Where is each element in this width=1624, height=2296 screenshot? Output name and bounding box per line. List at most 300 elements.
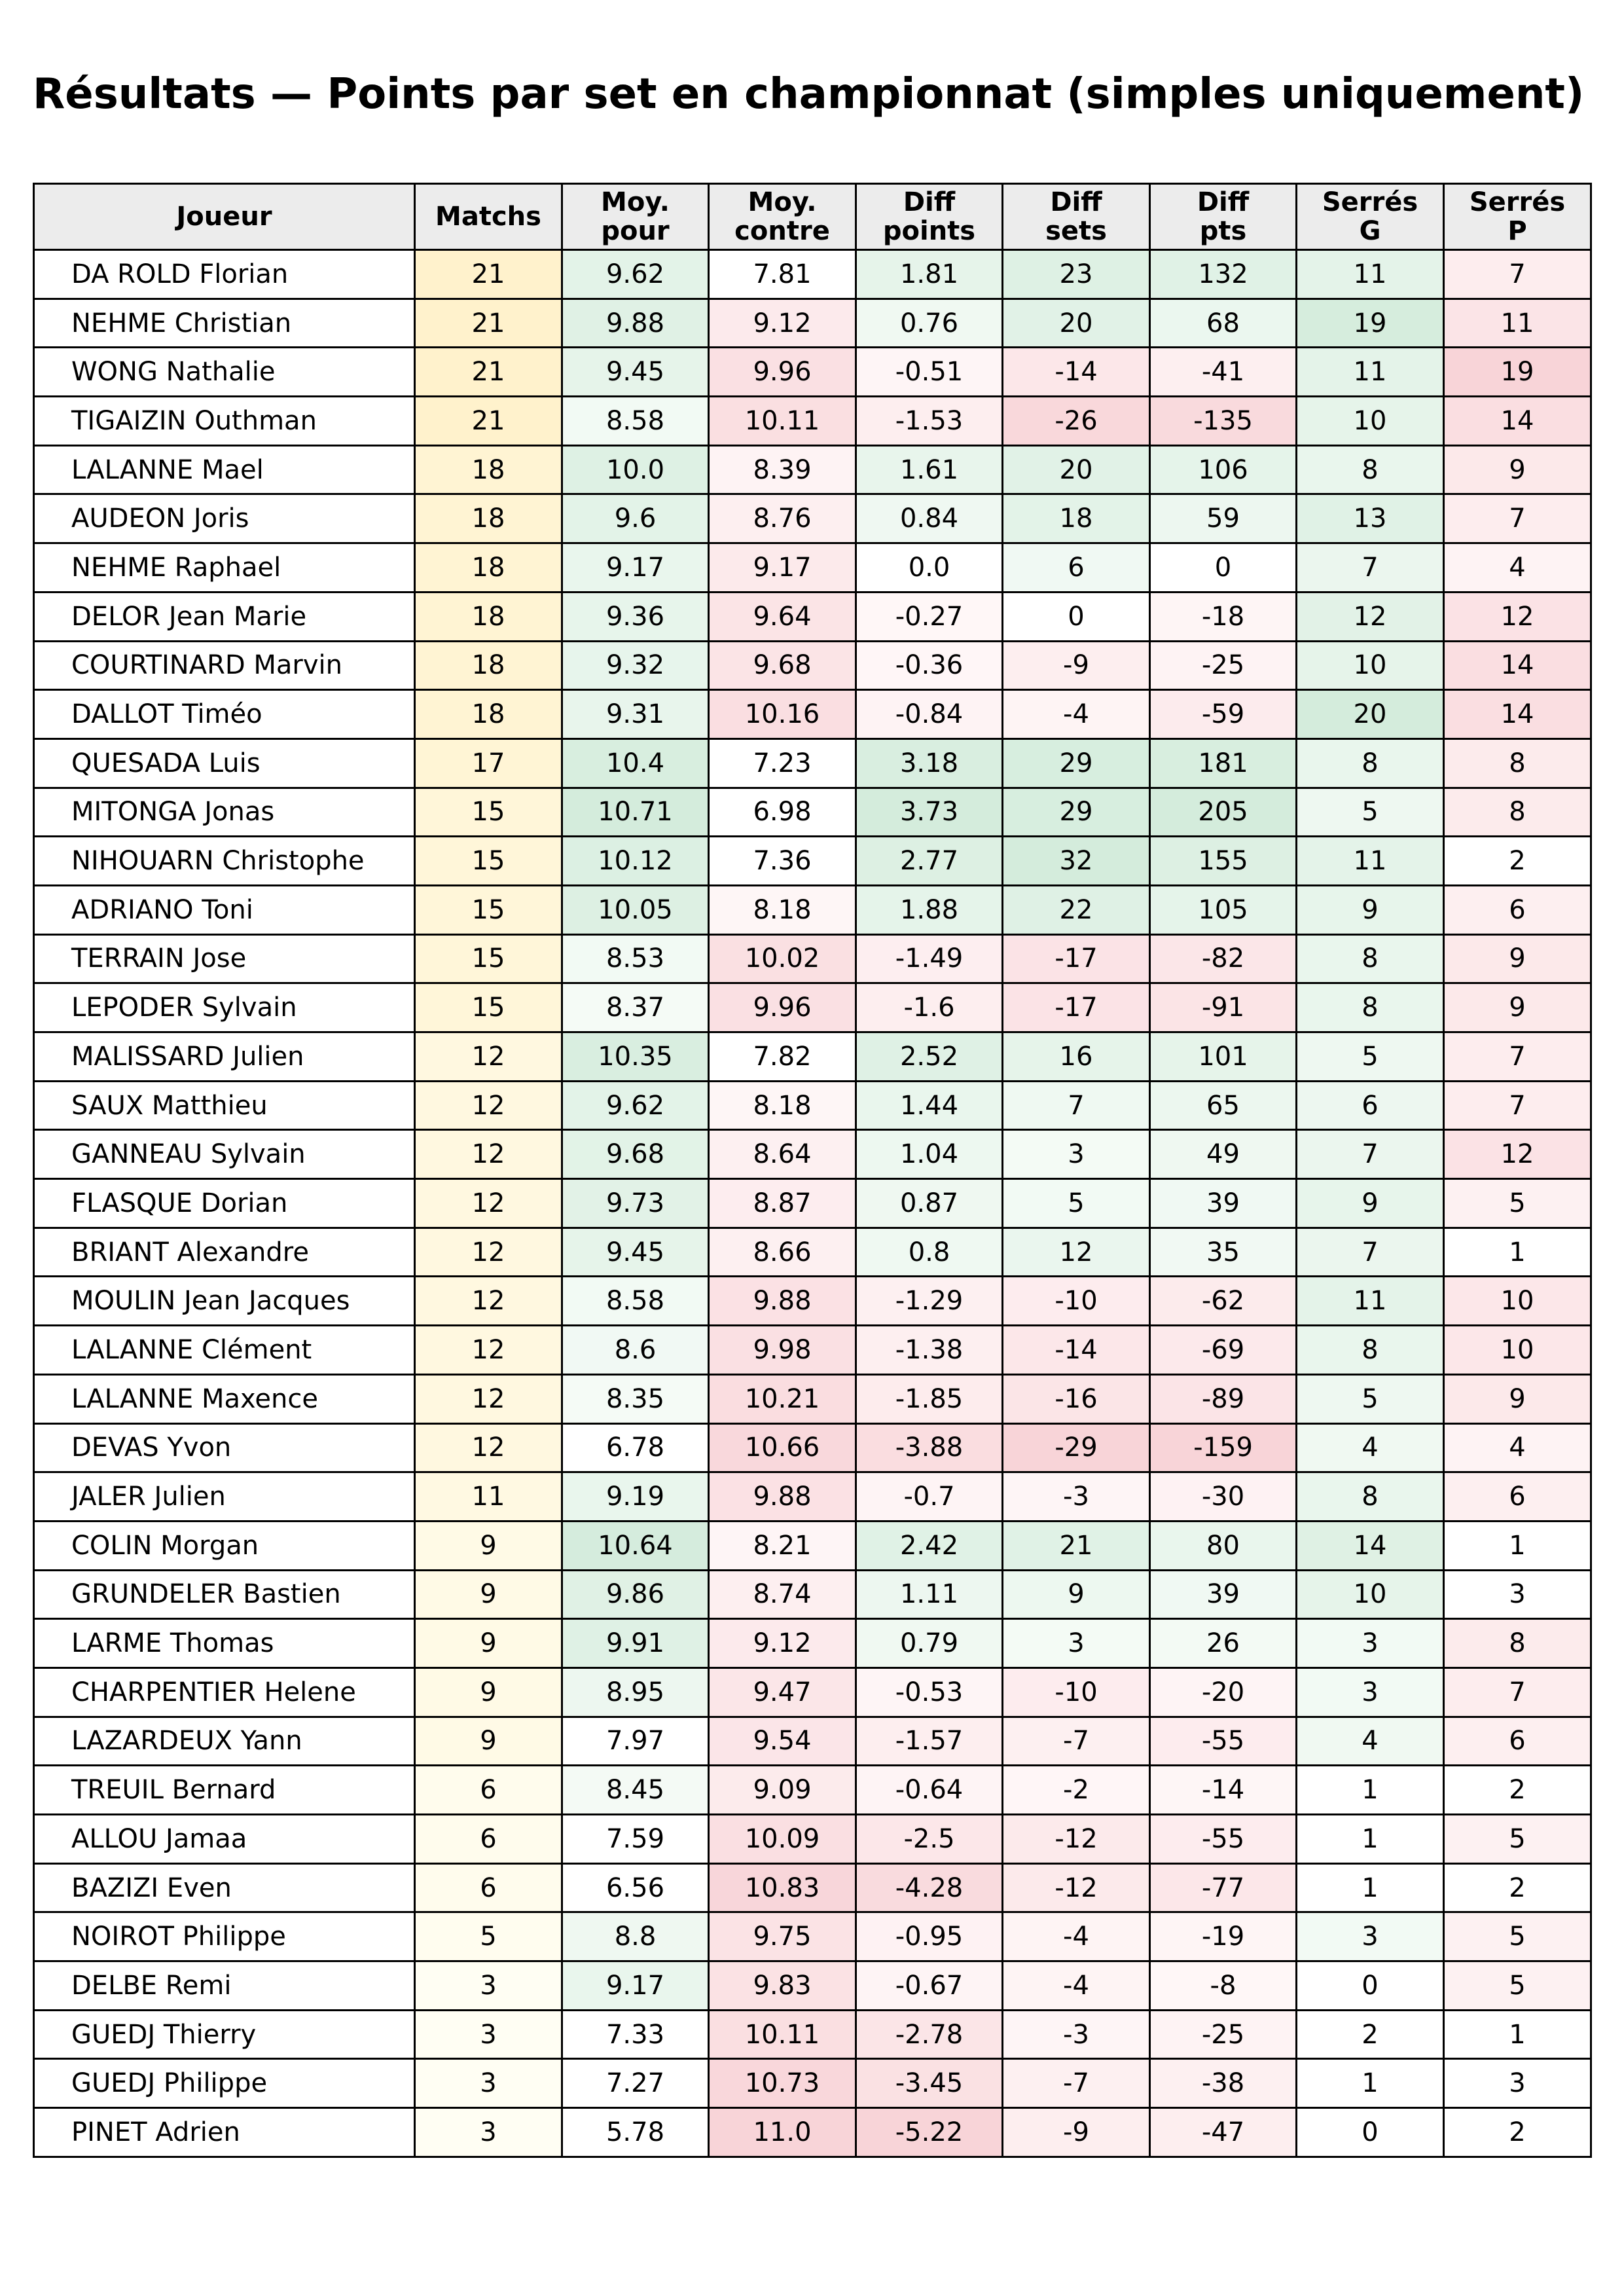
cell-moy-pour: 9.31: [562, 690, 709, 739]
cell-diff-pts: 68: [1150, 299, 1297, 348]
cell-moy-contre: 10.11: [709, 397, 856, 446]
cell-matchs: 12: [415, 1277, 562, 1326]
cell-matchs: 18: [415, 592, 562, 641]
cell-moy-contre: 9.83: [709, 1961, 856, 2011]
table-row: [34, 397, 1591, 446]
cell-diff-points: -4.28: [856, 1863, 1003, 1912]
cell-serres-g: 12: [1297, 592, 1444, 641]
player-name-cell: COLIN Morgan: [34, 1521, 415, 1570]
cell-diff-points: -0.84: [856, 690, 1003, 739]
cell-diff-pts: 65: [1150, 1081, 1297, 1130]
cell-matchs: 15: [415, 983, 562, 1032]
player-name-cell: BRIANT Alexandre: [34, 1228, 415, 1277]
header-row: [34, 184, 1591, 250]
cell-diff-pts: -20: [1150, 1667, 1297, 1717]
cell-moy-pour: 10.05: [562, 885, 709, 934]
cell-diff-sets: -9: [1003, 641, 1150, 690]
cell-moy-contre: 8.18: [709, 885, 856, 934]
cell-moy-contre: 9.54: [709, 1717, 856, 1766]
cell-diff-points: 0.0: [856, 543, 1003, 592]
cell-diff-points: -2.78: [856, 2010, 1003, 2059]
cell-diff-sets: -3: [1003, 2010, 1150, 2059]
cell-diff-sets: -4: [1003, 690, 1150, 739]
cell-serres-g: 6: [1297, 1081, 1444, 1130]
cell-serres-p: 7: [1444, 1032, 1591, 1082]
table-row: [34, 1228, 1591, 1277]
cell-diff-points: -1.53: [856, 397, 1003, 446]
cell-moy-contre: 9.68: [709, 641, 856, 690]
cell-moy-pour: 7.59: [562, 1815, 709, 1864]
cell-diff-pts: 105: [1150, 885, 1297, 934]
cell-serres-p: 9: [1444, 934, 1591, 983]
cell-serres-g: 1: [1297, 1863, 1444, 1912]
cell-serres-p: 3: [1444, 1570, 1591, 1619]
cell-diff-pts: 80: [1150, 1521, 1297, 1570]
cell-serres-g: 7: [1297, 543, 1444, 592]
cell-diff-sets: 23: [1003, 250, 1150, 299]
cell-serres-g: 4: [1297, 1423, 1444, 1472]
cell-serres-p: 1: [1444, 1521, 1591, 1570]
cell-serres-p: 7: [1444, 1667, 1591, 1717]
cell-diff-pts: -69: [1150, 1326, 1297, 1375]
cell-diff-sets: -26: [1003, 397, 1150, 446]
table-row: [34, 1717, 1591, 1766]
cell-moy-pour: 10.71: [562, 788, 709, 837]
cell-moy-pour: 5.78: [562, 2108, 709, 2157]
cell-diff-pts: 39: [1150, 1179, 1297, 1228]
cell-diff-points: 0.87: [856, 1179, 1003, 1228]
cell-serres-p: 5: [1444, 1179, 1591, 1228]
table-row: [34, 1326, 1591, 1375]
cell-serres-p: 6: [1444, 1472, 1591, 1522]
cell-diff-pts: -18: [1150, 592, 1297, 641]
cell-moy-pour: 10.4: [562, 738, 709, 788]
cell-serres-p: 8: [1444, 1619, 1591, 1668]
cell-moy-contre: 8.21: [709, 1521, 856, 1570]
cell-diff-sets: 22: [1003, 885, 1150, 934]
cell-moy-pour: 9.32: [562, 641, 709, 690]
player-name-cell: DALLOT Timéo: [34, 690, 415, 739]
cell-moy-pour: 8.8: [562, 1912, 709, 1961]
player-name-cell: DELOR Jean Marie: [34, 592, 415, 641]
cell-diff-points: 2.77: [856, 837, 1003, 886]
cell-serres-g: 13: [1297, 494, 1444, 543]
player-name-cell: SAUX Matthieu: [34, 1081, 415, 1130]
cell-serres-p: 6: [1444, 885, 1591, 934]
cell-moy-pour: 7.33: [562, 2010, 709, 2059]
table-row: [34, 299, 1591, 348]
cell-moy-contre: 9.17: [709, 543, 856, 592]
cell-diff-sets: 7: [1003, 1081, 1150, 1130]
table-row: [34, 1912, 1591, 1961]
cell-serres-g: 1: [1297, 2059, 1444, 2108]
player-name-cell: CHARPENTIER Helene: [34, 1667, 415, 1717]
cell-moy-pour: 9.62: [562, 1081, 709, 1130]
table-row: [34, 1081, 1591, 1130]
cell-serres-p: 12: [1444, 592, 1591, 641]
cell-moy-pour: 8.95: [562, 1667, 709, 1717]
table-row: [34, 788, 1591, 837]
cell-diff-sets: -29: [1003, 1423, 1150, 1472]
cell-diff-points: -0.51: [856, 348, 1003, 397]
cell-serres-p: 4: [1444, 1423, 1591, 1472]
cell-matchs: 21: [415, 397, 562, 446]
cell-diff-points: -0.36: [856, 641, 1003, 690]
player-name-cell: GUEDJ Thierry: [34, 2010, 415, 2059]
cell-moy-contre: 8.87: [709, 1179, 856, 1228]
player-name-cell: DA ROLD Florian: [34, 250, 415, 299]
player-name-cell: LARME Thomas: [34, 1619, 415, 1668]
cell-diff-sets: -14: [1003, 1326, 1150, 1375]
player-name-cell: TIGAIZIN Outhman: [34, 397, 415, 446]
cell-matchs: 18: [415, 543, 562, 592]
table-row: [34, 1815, 1591, 1864]
table-row: [34, 934, 1591, 983]
cell-serres-g: 3: [1297, 1912, 1444, 1961]
cell-serres-g: 20: [1297, 690, 1444, 739]
player-name-cell: TREUIL Bernard: [34, 1766, 415, 1815]
table-row: [34, 690, 1591, 739]
cell-serres-g: 0: [1297, 1961, 1444, 2011]
cell-serres-p: 2: [1444, 837, 1591, 886]
cell-moy-pour: 8.53: [562, 934, 709, 983]
table-row: [34, 1179, 1591, 1228]
cell-diff-sets: -16: [1003, 1374, 1150, 1423]
cell-diff-sets: 9: [1003, 1570, 1150, 1619]
cell-serres-p: 10: [1444, 1326, 1591, 1375]
cell-diff-sets: -9: [1003, 2108, 1150, 2157]
table-row: [34, 1423, 1591, 1472]
cell-moy-contre: 9.09: [709, 1766, 856, 1815]
player-name-cell: GUEDJ Philippe: [34, 2059, 415, 2108]
player-name-cell: GANNEAU Sylvain: [34, 1130, 415, 1179]
cell-serres-p: 14: [1444, 641, 1591, 690]
cell-diff-pts: -25: [1150, 2010, 1297, 2059]
cell-diff-pts: -41: [1150, 348, 1297, 397]
cell-moy-pour: 10.12: [562, 837, 709, 886]
cell-serres-g: 1: [1297, 1766, 1444, 1815]
table-row: [34, 641, 1591, 690]
cell-matchs: 21: [415, 299, 562, 348]
cell-diff-points: 0.84: [856, 494, 1003, 543]
cell-moy-contre: 9.98: [709, 1326, 856, 1375]
cell-diff-pts: 205: [1150, 788, 1297, 837]
cell-diff-points: -1.38: [856, 1326, 1003, 1375]
cell-diff-sets: -12: [1003, 1815, 1150, 1864]
player-name-cell: LALANNE Clément: [34, 1326, 415, 1375]
cell-moy-contre: 10.21: [709, 1374, 856, 1423]
cell-serres-p: 4: [1444, 543, 1591, 592]
cell-serres-p: 5: [1444, 1961, 1591, 2011]
player-name-cell: WONG Nathalie: [34, 348, 415, 397]
player-name-cell: MALISSARD Julien: [34, 1032, 415, 1082]
table-row: [34, 592, 1591, 641]
cell-serres-g: 7: [1297, 1130, 1444, 1179]
cell-matchs: 18: [415, 641, 562, 690]
cell-diff-points: -0.53: [856, 1667, 1003, 1717]
cell-diff-pts: -62: [1150, 1277, 1297, 1326]
cell-diff-sets: 12: [1003, 1228, 1150, 1277]
cell-diff-pts: 35: [1150, 1228, 1297, 1277]
cell-diff-points: 1.04: [856, 1130, 1003, 1179]
table-row: [34, 2108, 1591, 2157]
cell-serres-g: 0: [1297, 2108, 1444, 2157]
cell-moy-pour: 9.88: [562, 299, 709, 348]
cell-serres-g: 10: [1297, 397, 1444, 446]
table-row: [34, 983, 1591, 1032]
column-header-matchs: Matchs: [415, 184, 562, 250]
table-row: [34, 1961, 1591, 2011]
cell-moy-contre: 7.82: [709, 1032, 856, 1082]
cell-diff-points: 0.76: [856, 299, 1003, 348]
cell-moy-contre: 8.39: [709, 445, 856, 494]
cell-moy-pour: 7.97: [562, 1717, 709, 1766]
cell-serres-g: 11: [1297, 837, 1444, 886]
table-row: [34, 2059, 1591, 2108]
cell-serres-p: 12: [1444, 1130, 1591, 1179]
cell-diff-pts: -55: [1150, 1717, 1297, 1766]
cell-diff-sets: -14: [1003, 348, 1150, 397]
cell-matchs: 12: [415, 1081, 562, 1130]
table-row: [34, 1570, 1591, 1619]
page-title: Résultats — Points par set en championnat (simples uniquement): [33, 70, 1585, 118]
cell-diff-pts: 132: [1150, 250, 1297, 299]
cell-diff-points: -1.85: [856, 1374, 1003, 1423]
cell-matchs: 9: [415, 1521, 562, 1570]
cell-moy-contre: 8.64: [709, 1130, 856, 1179]
cell-moy-pour: 9.45: [562, 1228, 709, 1277]
cell-diff-pts: 155: [1150, 837, 1297, 886]
cell-diff-sets: 29: [1003, 788, 1150, 837]
cell-matchs: 9: [415, 1717, 562, 1766]
cell-serres-p: 10: [1444, 1277, 1591, 1326]
cell-diff-points: 1.81: [856, 250, 1003, 299]
cell-moy-pour: 9.73: [562, 1179, 709, 1228]
cell-matchs: 3: [415, 2108, 562, 2157]
cell-moy-contre: 10.09: [709, 1815, 856, 1864]
cell-diff-pts: 181: [1150, 738, 1297, 788]
cell-serres-g: 4: [1297, 1717, 1444, 1766]
player-name-cell: NOIROT Philippe: [34, 1912, 415, 1961]
cell-serres-p: 9: [1444, 445, 1591, 494]
table-body: [34, 250, 1591, 2157]
table-row: [34, 494, 1591, 543]
cell-moy-pour: 8.6: [562, 1326, 709, 1375]
cell-serres-p: 2: [1444, 2108, 1591, 2157]
player-name-cell: LAZARDEUX Yann: [34, 1717, 415, 1766]
cell-moy-pour: 9.6: [562, 494, 709, 543]
cell-serres-g: 19: [1297, 299, 1444, 348]
cell-serres-p: 14: [1444, 690, 1591, 739]
cell-serres-g: 2: [1297, 2010, 1444, 2059]
cell-diff-sets: -2: [1003, 1766, 1150, 1815]
table-row: [34, 1521, 1591, 1570]
player-name-cell: QUESADA Luis: [34, 738, 415, 788]
table-row: [34, 2010, 1591, 2059]
cell-moy-pour: 8.45: [562, 1766, 709, 1815]
cell-matchs: 5: [415, 1912, 562, 1961]
cell-serres-g: 8: [1297, 1326, 1444, 1375]
cell-diff-pts: -159: [1150, 1423, 1297, 1472]
column-header-serres-p: Serrés P: [1444, 184, 1591, 250]
cell-serres-g: 3: [1297, 1667, 1444, 1717]
cell-moy-pour: 9.91: [562, 1619, 709, 1668]
cell-matchs: 12: [415, 1179, 562, 1228]
cell-diff-sets: -7: [1003, 1717, 1150, 1766]
cell-diff-sets: -3: [1003, 1472, 1150, 1522]
cell-diff-points: -1.29: [856, 1277, 1003, 1326]
cell-matchs: 15: [415, 837, 562, 886]
cell-serres-g: 8: [1297, 445, 1444, 494]
cell-serres-g: 11: [1297, 348, 1444, 397]
cell-serres-g: 11: [1297, 1277, 1444, 1326]
cell-diff-pts: 101: [1150, 1032, 1297, 1082]
cell-diff-points: -3.88: [856, 1423, 1003, 1472]
cell-serres-g: 8: [1297, 738, 1444, 788]
player-name-cell: NEHME Christian: [34, 299, 415, 348]
cell-diff-points: -0.67: [856, 1961, 1003, 2011]
cell-moy-pour: 9.62: [562, 250, 709, 299]
cell-diff-points: -2.5: [856, 1815, 1003, 1864]
cell-moy-pour: 9.86: [562, 1570, 709, 1619]
cell-moy-contre: 9.47: [709, 1667, 856, 1717]
cell-moy-contre: 10.02: [709, 934, 856, 983]
cell-diff-sets: 16: [1003, 1032, 1150, 1082]
player-name-cell: AUDEON Joris: [34, 494, 415, 543]
cell-moy-contre: 11.0: [709, 2108, 856, 2157]
cell-serres-g: 8: [1297, 1472, 1444, 1522]
cell-diff-sets: -17: [1003, 983, 1150, 1032]
cell-serres-g: 9: [1297, 1179, 1444, 1228]
cell-serres-p: 11: [1444, 299, 1591, 348]
column-header-moy-contre: Moy. contre: [709, 184, 856, 250]
table-row: [34, 885, 1591, 934]
cell-serres-p: 8: [1444, 738, 1591, 788]
cell-matchs: 18: [415, 494, 562, 543]
cell-diff-sets: 20: [1003, 299, 1150, 348]
table-row: [34, 1277, 1591, 1326]
cell-diff-points: -0.7: [856, 1472, 1003, 1522]
cell-diff-sets: -17: [1003, 934, 1150, 983]
table-row: [34, 837, 1591, 886]
cell-matchs: 6: [415, 1766, 562, 1815]
cell-diff-points: 0.8: [856, 1228, 1003, 1277]
cell-moy-contre: 8.66: [709, 1228, 856, 1277]
cell-matchs: 21: [415, 348, 562, 397]
cell-matchs: 3: [415, 2010, 562, 2059]
cell-diff-sets: 0: [1003, 592, 1150, 641]
cell-diff-pts: -135: [1150, 397, 1297, 446]
cell-serres-p: 19: [1444, 348, 1591, 397]
cell-serres-g: 8: [1297, 934, 1444, 983]
cell-moy-pour: 9.17: [562, 1961, 709, 2011]
cell-matchs: 15: [415, 934, 562, 983]
cell-matchs: 11: [415, 1472, 562, 1522]
cell-matchs: 15: [415, 885, 562, 934]
cell-moy-pour: 10.0: [562, 445, 709, 494]
player-name-cell: DELBE Remi: [34, 1961, 415, 2011]
cell-diff-sets: 20: [1003, 445, 1150, 494]
cell-moy-contre: 10.83: [709, 1863, 856, 1912]
cell-diff-pts: 49: [1150, 1130, 1297, 1179]
cell-serres-p: 7: [1444, 1081, 1591, 1130]
cell-diff-pts: 59: [1150, 494, 1297, 543]
cell-diff-pts: 0: [1150, 543, 1297, 592]
cell-moy-pour: 10.35: [562, 1032, 709, 1082]
cell-diff-pts: 39: [1150, 1570, 1297, 1619]
player-name-cell: JALER Julien: [34, 1472, 415, 1522]
column-header-serres-g: Serrés G: [1297, 184, 1444, 250]
cell-moy-pour: 9.17: [562, 543, 709, 592]
cell-matchs: 21: [415, 250, 562, 299]
cell-diff-sets: 6: [1003, 543, 1150, 592]
cell-diff-sets: 29: [1003, 738, 1150, 788]
cell-diff-sets: -10: [1003, 1277, 1150, 1326]
column-header-diff-pts: Diff pts: [1150, 184, 1297, 250]
table-row: [34, 543, 1591, 592]
cell-serres-p: 7: [1444, 250, 1591, 299]
cell-matchs: 9: [415, 1619, 562, 1668]
cell-matchs: 12: [415, 1326, 562, 1375]
table-row: [34, 1472, 1591, 1522]
cell-matchs: 9: [415, 1570, 562, 1619]
cell-moy-pour: 7.27: [562, 2059, 709, 2108]
cell-serres-g: 7: [1297, 1228, 1444, 1277]
cell-moy-contre: 9.88: [709, 1472, 856, 1522]
cell-serres-p: 5: [1444, 1815, 1591, 1864]
cell-diff-points: 0.79: [856, 1619, 1003, 1668]
player-name-cell: COURTINARD Marvin: [34, 641, 415, 690]
cell-diff-sets: 18: [1003, 494, 1150, 543]
cell-serres-g: 1: [1297, 1815, 1444, 1864]
column-header-diff-points: Diff points: [856, 184, 1003, 250]
cell-serres-p: 14: [1444, 397, 1591, 446]
cell-diff-points: -0.64: [856, 1766, 1003, 1815]
cell-diff-points: -1.49: [856, 934, 1003, 983]
cell-moy-contre: 9.96: [709, 348, 856, 397]
cell-diff-points: 3.73: [856, 788, 1003, 837]
cell-serres-g: 11: [1297, 250, 1444, 299]
cell-serres-p: 8: [1444, 788, 1591, 837]
player-name-cell: NIHOUARN Christophe: [34, 837, 415, 886]
cell-serres-p: 7: [1444, 494, 1591, 543]
cell-matchs: 3: [415, 2059, 562, 2108]
cell-serres-g: 5: [1297, 788, 1444, 837]
cell-moy-contre: 9.12: [709, 1619, 856, 1668]
cell-serres-g: 9: [1297, 885, 1444, 934]
cell-serres-p: 1: [1444, 1228, 1591, 1277]
cell-diff-sets: 3: [1003, 1130, 1150, 1179]
player-name-cell: MITONGA Jonas: [34, 788, 415, 837]
cell-diff-pts: -77: [1150, 1863, 1297, 1912]
cell-serres-g: 8: [1297, 983, 1444, 1032]
cell-moy-contre: 9.12: [709, 299, 856, 348]
cell-matchs: 18: [415, 445, 562, 494]
cell-diff-points: -5.22: [856, 2108, 1003, 2157]
cell-moy-pour: 8.35: [562, 1374, 709, 1423]
cell-diff-points: 1.11: [856, 1570, 1003, 1619]
player-name-cell: LALANNE Mael: [34, 445, 415, 494]
cell-diff-pts: -19: [1150, 1912, 1297, 1961]
player-name-cell: FLASQUE Dorian: [34, 1179, 415, 1228]
cell-diff-pts: 26: [1150, 1619, 1297, 1668]
table-row: [34, 1130, 1591, 1179]
cell-moy-contre: 10.66: [709, 1423, 856, 1472]
table-row: [34, 738, 1591, 788]
cell-serres-g: 3: [1297, 1619, 1444, 1668]
cell-diff-points: 2.42: [856, 1521, 1003, 1570]
cell-serres-g: 14: [1297, 1521, 1444, 1570]
